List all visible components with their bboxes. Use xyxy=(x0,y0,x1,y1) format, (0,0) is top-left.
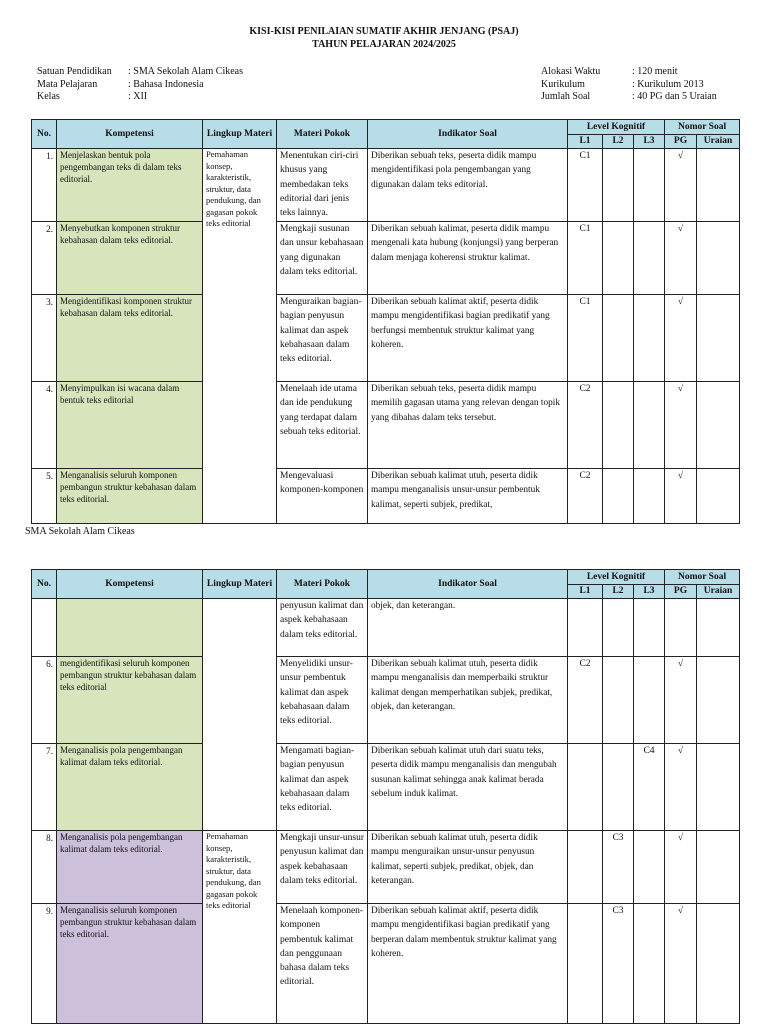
level-l1-cell: C1 xyxy=(568,295,603,382)
indikator-cell: Diberikan sebuah teks, peserta didik mampu memilih gagasan utama yang relevan dengan topik yang dibahas dalam teks tersebut. xyxy=(368,382,568,469)
table-row xyxy=(32,222,740,295)
level-l3-cell xyxy=(634,382,665,469)
meta-value: : Kurikulum 2013 xyxy=(632,78,704,90)
level-l3-cell xyxy=(634,222,665,295)
pg-cell: √ xyxy=(665,657,697,744)
row-number: 9. xyxy=(32,904,57,1024)
row-number xyxy=(32,599,57,657)
meta-value: : 120 menit xyxy=(632,66,678,77)
level-l2-cell xyxy=(603,599,634,657)
col-header-lingkup: Lingkup Materi xyxy=(203,120,277,149)
uraian-cell xyxy=(697,382,740,469)
lingkup-materi-cell xyxy=(203,599,277,831)
table-row xyxy=(32,382,740,469)
col-header-no: No. xyxy=(32,570,57,599)
row-number: 4. xyxy=(32,382,57,469)
level-l1-cell xyxy=(568,904,603,1024)
col-header-lingkup: Lingkup Materi xyxy=(203,570,277,599)
kompetensi-cell: Menganalisis pola pengembangan kalimat dalam teks editorial. xyxy=(57,831,203,904)
meta-label: Satuan Pendidikan xyxy=(37,66,112,77)
uraian-cell xyxy=(697,904,740,1024)
col-header-materi: Materi Pokok xyxy=(277,120,368,149)
level-l3-cell xyxy=(634,904,665,1024)
materi-pokok-cell: Mengevaluasi komponen-komponen xyxy=(277,469,368,524)
meta-label: Mata Pelajaran xyxy=(37,78,98,90)
col-header-l3: L3 xyxy=(634,135,665,149)
col-header-indikator: Indikator Soal xyxy=(368,120,568,149)
level-l2-cell xyxy=(603,469,634,524)
col-header-uraian: Uraian xyxy=(697,135,740,149)
uraian-cell xyxy=(697,831,740,904)
uraian-cell xyxy=(697,469,740,524)
level-l1-cell: C2 xyxy=(568,382,603,469)
level-l1-cell xyxy=(568,599,603,657)
materi-pokok-cell: Menelaah komponen-komponen pembentuk kalimat dan penggunaan bahasa dalam teks editorial. xyxy=(277,904,368,1024)
indikator-cell: Diberikan sebuah kalimat utuh dari suatu teks, peserta didik mampu menganalisis dan mengubah susunan kalimat sehingga anak kalimat berada sebelum induk kalimat. xyxy=(368,744,568,831)
level-l3-cell xyxy=(634,657,665,744)
kompetensi-cell xyxy=(57,599,203,657)
meta-value: : 40 PG dan 5 Uraian xyxy=(632,91,717,102)
level-l1-cell xyxy=(568,744,603,831)
pg-cell: √ xyxy=(665,222,697,295)
col-header-l2: L2 xyxy=(603,585,634,599)
pg-cell: √ xyxy=(665,469,697,524)
pg-cell xyxy=(665,599,697,657)
uraian-cell xyxy=(697,295,740,382)
col-header-nomor: Nomor Soal xyxy=(665,570,740,585)
indikator-cell: Diberikan sebuah kalimat utuh, peserta didik mampu menganalisis unsur-unsur pembentuk kalimat, seperti subjek, predikat, xyxy=(368,469,568,524)
materi-pokok-cell: Menguraikan bagian-bagian penyusun kalimat dan aspek kebahasaan dalam teks editorial. xyxy=(277,295,368,382)
col-header-kompetensi: Kompetensi xyxy=(57,120,203,149)
pg-cell: √ xyxy=(665,295,697,382)
materi-pokok-cell: Mengamati bagian-bagian penyusun kalimat dan aspek kebahasaan dalam teks editorial. xyxy=(277,744,368,831)
kompetensi-cell: Menganalisis seluruh komponen pembangun struktur kebahasan dalam teks editorial. xyxy=(57,469,203,524)
indikator-cell: Diberikan sebuah kalimat utuh, peserta didik mampu menganalisis dan memperbaiki struktur kalimat dengan memperhatikan subjek, predikat, objek, dan keterangan. xyxy=(368,657,568,744)
col-header-uraian: Uraian xyxy=(697,585,740,599)
indikator-cell: objek, dan keterangan. xyxy=(368,599,568,657)
level-l3-cell xyxy=(634,831,665,904)
lingkup-materi-cell: Pemahaman konsep, karakteristik, struktur, data pendukung, dan gagasan pokok teks editorial xyxy=(203,831,277,1024)
col-header-indikator: Indikator Soal xyxy=(368,570,568,599)
document-title-line1: KISI-KISI PENILAIAN SUMATIF AKHIR JENJANG (PSAJ) xyxy=(249,26,519,37)
materi-pokok-cell: Menelaah ide utama dan ide pendukung yang terdapat dalam sebuah teks editorial. xyxy=(277,382,368,469)
kisi-kisi-table-page2 xyxy=(31,569,740,1024)
materi-pokok-cell: penyusun kalimat dan aspek kebahasaan dalam teks editorial. xyxy=(277,599,368,657)
meta-label: Kurikulum xyxy=(541,78,585,90)
col-header-nomor: Nomor Soal xyxy=(665,120,740,135)
meta-right xyxy=(541,66,717,104)
pg-cell: √ xyxy=(665,904,697,1024)
kompetensi-cell: mengidentifikasi seluruh komponen pembangun struktur kebahasan dalam teks editorial xyxy=(57,657,203,744)
meta-value: : SMA Sekolah Alam Cikeas xyxy=(128,66,243,77)
col-header-l3: L3 xyxy=(634,585,665,599)
level-l3-cell xyxy=(634,469,665,524)
col-header-no: No. xyxy=(32,120,57,149)
row-number: 1. xyxy=(32,149,57,222)
kompetensi-cell: Menganalisis seluruh komponen pembangun struktur kebahasan dalam teks editorial. xyxy=(57,904,203,1024)
level-l3-cell xyxy=(634,599,665,657)
col-header-l2: L2 xyxy=(603,135,634,149)
row-number: 7. xyxy=(32,744,57,831)
kompetensi-cell: Menyimpulkan isi wacana dalam bentuk teks editorial xyxy=(57,382,203,469)
kompetensi-cell: Menyebutkan komponen struktur kebahasan dalam teks editorial. xyxy=(57,222,203,295)
table-row xyxy=(32,744,740,831)
level-l2-cell xyxy=(603,149,634,222)
indikator-cell: Diberikan sebuah teks, peserta didik mampu mengidentifikasi pola pengembangan yang digunakan dalam teks editorial. xyxy=(368,149,568,222)
page-footer: SMA Sekolah Alam Cikeas xyxy=(25,526,135,537)
row-number: 6. xyxy=(32,657,57,744)
pg-cell: √ xyxy=(665,382,697,469)
meta-left xyxy=(37,66,243,104)
level-l1-cell: C2 xyxy=(568,469,603,524)
col-header-l1: L1 xyxy=(568,585,603,599)
col-header-materi: Materi Pokok xyxy=(277,570,368,599)
table-row xyxy=(32,657,740,744)
pg-cell: √ xyxy=(665,149,697,222)
row-number: 2. xyxy=(32,222,57,295)
level-l2-cell: C3 xyxy=(603,831,634,904)
level-l1-cell: C1 xyxy=(568,149,603,222)
uraian-cell xyxy=(697,744,740,831)
level-l2-cell xyxy=(603,295,634,382)
indikator-cell: Diberikan sebuah kalimat aktif, peserta didik mampu mengidentifikasi bagian predikatif yang berperan dalam membentuk struktur kalimat yang koheren. xyxy=(368,904,568,1024)
table-row xyxy=(32,831,740,904)
table-row xyxy=(32,904,740,1024)
indikator-cell: Diberikan sebuah kalimat, peserta didik mampu mengenali kata hubung (konjungsi) yang berperan dalam menjaga koherensi struktur kalimat. xyxy=(368,222,568,295)
meta-label: Kelas xyxy=(37,91,60,102)
col-header-level: Level Kognitif xyxy=(568,570,665,585)
level-l2-cell xyxy=(603,744,634,831)
lingkup-materi-cell: Pemahaman konsep, karakteristik, struktur, data pendukung, dan gagasan pokok teks editorial xyxy=(203,149,277,524)
level-l2-cell xyxy=(603,222,634,295)
col-header-level: Level Kognitif xyxy=(568,120,665,135)
meta-value: : Bahasa Indonesia xyxy=(128,78,204,90)
row-number: 3. xyxy=(32,295,57,382)
table-row xyxy=(32,149,740,222)
materi-pokok-cell: Menyelidiki unsur-unsur pembentuk kalimat dan aspek kebahasaan dalam teks editorial. xyxy=(277,657,368,744)
kompetensi-cell: Menganalisis pola pengembangan kalimat dalam teks editorial. xyxy=(57,744,203,831)
level-l2-cell xyxy=(603,657,634,744)
uraian-cell xyxy=(697,657,740,744)
indikator-cell: Diberikan sebuah kalimat utuh, peserta didik mampu menguraikan unsur-unsur penyusun kalimat, seperti subjek, predikat, objek, dan keterangan. xyxy=(368,831,568,904)
document-title-line2: TAHUN PELAJARAN 2024/2025 xyxy=(312,39,456,50)
uraian-cell xyxy=(697,599,740,657)
materi-pokok-cell: Mengkaji susunan dan unsur kebahasaan yang digunakan dalam teks editorial. xyxy=(277,222,368,295)
level-l3-cell: C4 xyxy=(634,744,665,831)
uraian-cell xyxy=(697,149,740,222)
table-row xyxy=(32,599,740,657)
level-l3-cell xyxy=(634,295,665,382)
materi-pokok-cell: Mengkaji unsur-unsur penyusun kalimat dan aspek kebahasaan dalam teks editorial. xyxy=(277,831,368,904)
col-header-l1: L1 xyxy=(568,135,603,149)
table-row xyxy=(32,295,740,382)
level-l2-cell xyxy=(603,382,634,469)
level-l3-cell xyxy=(634,149,665,222)
kompetensi-cell: Mengidentifikasi komponen struktur kebahasan dalam teks editorial. xyxy=(57,295,203,382)
kompetensi-cell: Menjelaskan bentuk pola pengembangan teks di dalam teks editorial. xyxy=(57,149,203,222)
col-header-pg: PG xyxy=(665,135,697,149)
table-row xyxy=(32,469,740,524)
pg-cell: √ xyxy=(665,744,697,831)
level-l2-cell: C3 xyxy=(603,904,634,1024)
level-l1-cell: C1 xyxy=(568,222,603,295)
meta-label: Jumlah Soal xyxy=(541,91,591,102)
col-header-kompetensi: Kompetensi xyxy=(57,570,203,599)
col-header-pg: PG xyxy=(665,585,697,599)
level-l1-cell: C2 xyxy=(568,657,603,744)
pg-cell: √ xyxy=(665,831,697,904)
indikator-cell: Diberikan sebuah kalimat aktif, peserta didik mampu mengidentifikasi bagian predikatif yang berfungsi membentuk struktur kalimat yang koheren. xyxy=(368,295,568,382)
materi-pokok-cell: Menentukan ciri-ciri khusus yang membedakan teks editorial dari jenis teks lainnya. xyxy=(277,149,368,222)
row-number: 8. xyxy=(32,831,57,904)
level-l1-cell xyxy=(568,831,603,904)
row-number: 5. xyxy=(32,469,57,524)
meta-value: : XII xyxy=(128,91,148,102)
kisi-kisi-table-page1 xyxy=(31,119,740,524)
meta-label: Alokasi Waktu xyxy=(541,66,601,77)
uraian-cell xyxy=(697,222,740,295)
